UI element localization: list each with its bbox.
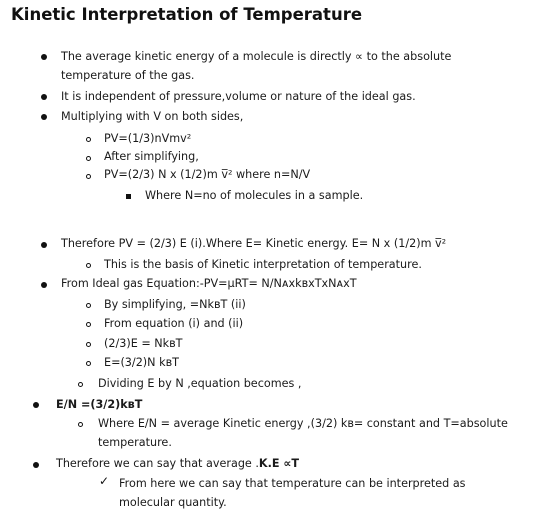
bullet-icon xyxy=(41,282,47,288)
circle-bullet-icon xyxy=(86,263,91,268)
bullet-icon xyxy=(41,114,47,120)
list-item xyxy=(56,457,299,471)
circle-bullet-icon xyxy=(78,422,83,427)
result-item: E/N =(3/2)kʙT xyxy=(56,398,143,411)
checkmark-icon: ✓ xyxy=(99,474,110,488)
page-title: Kinetic Interpretation of Temperature xyxy=(11,5,363,24)
list-item-emphasis: K.E ∝T xyxy=(258,457,299,470)
sub-item: PV=(2/3) N x (1/2)m v̅² where n=N/V xyxy=(104,168,311,181)
circle-bullet-icon xyxy=(86,303,91,308)
sub-item: PV=(1/3)nVmv² xyxy=(104,132,192,145)
list-item-text: Therefore we can say that average . xyxy=(56,457,259,470)
circle-bullet-icon xyxy=(78,382,83,387)
bullet-icon xyxy=(41,242,47,248)
list-item: Multiplying with V on both sides, xyxy=(61,110,244,123)
list-item-continuation: temperature of the gas. xyxy=(61,69,195,82)
sub-item: Where E/N = average Kinetic energy ,(3/2) kʙ= constant and T=absolute xyxy=(98,417,508,430)
circle-bullet-icon xyxy=(86,361,91,366)
sub-item: Dividing E by N ,equation becomes , xyxy=(98,377,302,390)
sub-item: After simplifying, xyxy=(104,150,199,163)
circle-bullet-icon xyxy=(86,137,91,142)
bullet-icon xyxy=(41,54,47,60)
circle-bullet-icon xyxy=(86,322,91,327)
list-item: Therefore PV = (2/3) E (i).Where E= Kinetic energy. E= N x (1/2)m v̅² xyxy=(61,237,447,250)
list-item: From Ideal gas Equation:-PV=μRT= N/NᴀxkʙxTxNᴀxT xyxy=(61,277,357,290)
list-item: It is independent of pressure,volume or nature of the ideal gas. xyxy=(61,90,416,103)
square-bullet-icon xyxy=(126,194,131,199)
sub-item: This is the basis of Kinetic interpretation of temperature. xyxy=(104,258,422,271)
bullet-icon xyxy=(33,462,39,468)
sub-item: From equation (i) and (ii) xyxy=(104,317,244,330)
list-item: The average kinetic energy of a molecule is directly ∝ to the absolute xyxy=(61,50,452,63)
conclusion-continuation: molecular quantity. xyxy=(119,496,227,509)
conclusion-text: From here we can say that temperature can be interpreted as xyxy=(119,477,466,490)
sub-sub-item: Where N=no of molecules in a sample. xyxy=(145,189,364,202)
bullet-icon xyxy=(33,402,39,408)
circle-bullet-icon xyxy=(86,156,91,161)
sub-item: (2/3)E = NkʙT xyxy=(104,337,183,350)
bullet-icon xyxy=(41,94,47,100)
sub-item: E=(3/2)N kʙT xyxy=(104,356,179,369)
circle-bullet-icon xyxy=(86,342,91,347)
sub-item-continuation: temperature. xyxy=(98,436,172,449)
circle-bullet-icon xyxy=(86,174,91,179)
sub-item: By simplifying, =NkʙT (ii) xyxy=(104,298,246,311)
